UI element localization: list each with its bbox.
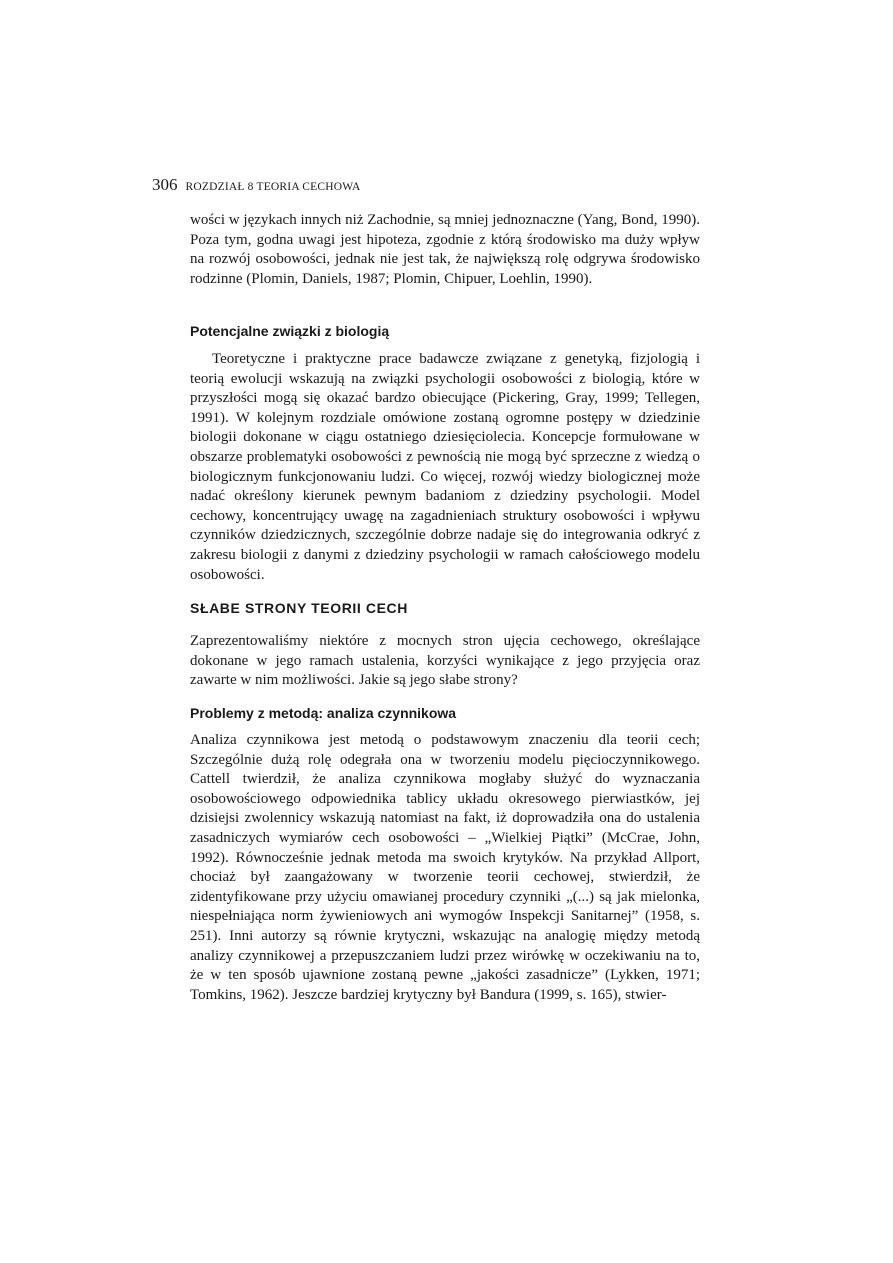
heading-factor-analysis: Problemy z metodą: analiza czynnikowa [190, 705, 457, 721]
heading-biology-links: Potencjalne związki z biologią [190, 323, 390, 339]
running-title: ROZDZIAŁ 8 TEORIA CECHOWA [185, 181, 361, 193]
heading-weaknesses: SŁABE STRONY TEORII CECH [190, 600, 408, 616]
paragraph-factor-analysis: Analiza czynnikowa jest metodą o podstawowym znaczeniu dla teorii cech; Szczególnie dużą rolę odegrała ona w tworzeniu modelu pięcioczynnikowego. Cattell twierdził, że analiza czynnikowa mogłaby służyć do wyznaczania osobowościowego odpowiednika tablicy układu okresowego pierwiastków, jej dzisiejsi zwolennicy wskazują natomiast na fakt, iż doprowadziła ona do ustalenia zasadniczych wymiarów cech osobowości – „Wielkiej Piątki” (McCrae, John, 1992). Równocześnie jednak metoda ma swoich krytyków. Na przykład Allport, chociaż był zaangażowany w tworzenie teorii cechowej, stwierdził, że zidentyfikowane przy użyciu omawianej procedury czynniki „(...) są jak mielonka, niespełniająca norm żywieniowych ani wymogów Inspekcji Sanitarnej” (1958, s. 251). Inni autorzy są równie krytyczni, wskazując na analogię między metodą analizy czynnikowej a przepuszczaniem ludzi przez wirówkę w oczekiwaniu na to, że w ten sposób ujawnione zostaną pewne „jakości zasadnicze” (Lykken, 1971; Tomkins, 1962). Jeszcze bardziej krytyczny był Bandura (1999, s. 165), stwier- [190, 732, 700, 1003]
page-number: 306 [152, 175, 178, 194]
running-header [152, 175, 361, 195]
paragraph-intro: wości w językach innych niż Zachodnie, są mniej jednoznaczne (Yang, Bond, 1990). Poza tym, godna uwagi jest hipoteza, zgodnie z którą środowisko ma duży wpływ na rozwój osobowości, jednak nie jest tak, że największą rolę odgrywa środowisko rodzinne (Plomin, Daniels, 1987; Plomin, Chipuer, Loehlin, 1990). [190, 212, 700, 287]
paragraph-weaknesses: Zaprezentowaliśmy niektóre z mocnych stron ujęcia cechowego, określające dokonane w jego ramach ustalenia, korzyści wynikające z jego przyjęcia oraz zawarte w nim możliwości. Jakie są jego słabe strony? [190, 633, 700, 689]
paragraph-biology: Teoretyczne i praktyczne prace badawcze związane z genetyką, fizjologią i teorią ewolucji wskazują na związki psychologii osobowości z biologią, które w przyszłości mogą się okazać bardzo obiecujące (Pickering, Gray, 1999; Tellegen, 1991). W kolejnym rozdziale omówione zostaną ogromne postępy w dziedzinie biologii dokonane w ciągu ostatniego dziesięciolecia. Koncepcje formułowane w obszarze problematyki osobowości z pewnością nie mogą być sprzeczne z wiedzą o biologicznym funkcjonowaniu ludzi. Co więcej, rozwój wiedzy biologicznej może nadać określony kierunek pewnym badaniom z dziedziny psychologii. Model cechowy, koncentrujący uwagę na zagadnieniach struktury osobowości i wpływu czynników dziedzicznych, szczególnie dobrze nadaje się do integrowania odkryć z zakresu biologii z danymi z dziedziny psychologii w ramach całościowego modelu osobowości. [190, 351, 700, 583]
